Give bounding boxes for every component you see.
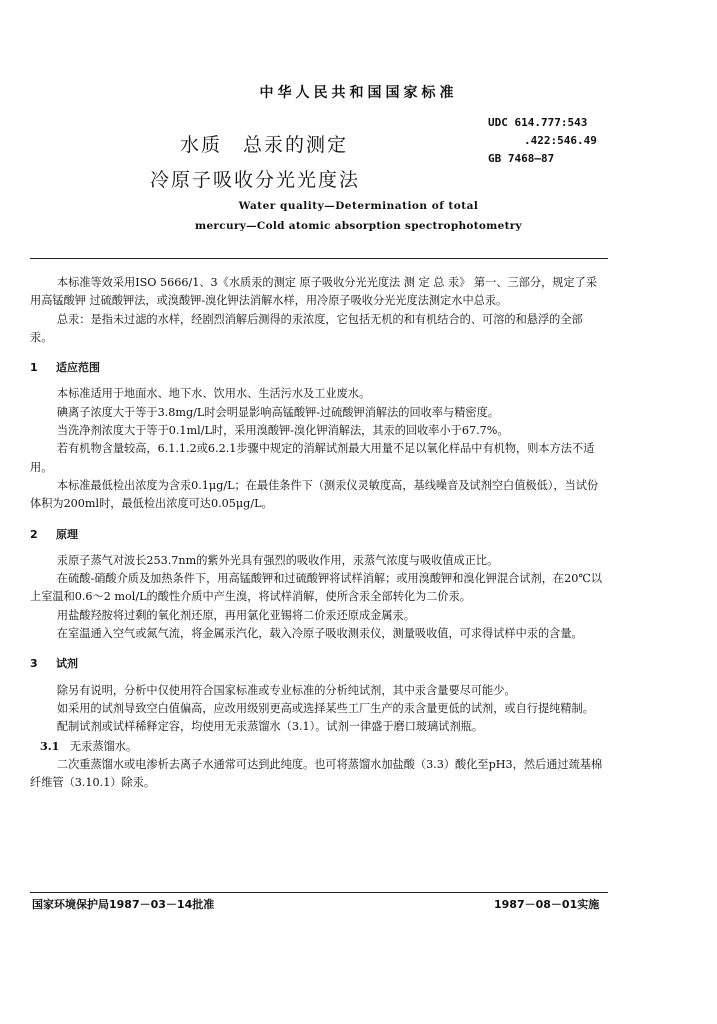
udc-code-line2: .422:546.49 xyxy=(524,134,597,147)
standard-type-heading: 中华人民共和国国家标准 xyxy=(259,85,458,101)
section-paragraph: 二次重蒸馏水或电渗析去离子水通常可达到此纯度。也可将蒸馏水加盐酸（3.3）酸化至pH3，然后通过巯基棉纤维管（3.10.1）除汞。 xyxy=(30,757,603,790)
bottom-divider xyxy=(30,892,608,893)
intro-paragraph: 总汞：是指未过滤的水样，经剧烈消解后测得的汞浓度，它包括无机的和有机结合的、可溶的和悬浮的全部汞。 xyxy=(30,312,583,344)
subsection-heading xyxy=(30,737,605,756)
document-title-line2: 冷原子吸收分光光度法 xyxy=(150,169,361,191)
section-paragraph: 本标准适用于地面水、地下水、饮用水、生活污水及工业废水。 xyxy=(56,387,371,401)
document-title-line1: 水质 总汞的测定 xyxy=(180,134,349,156)
section-number: 1 xyxy=(30,361,38,375)
udc-code-line1: UDC 614.777:543 xyxy=(488,116,588,129)
section-heading xyxy=(30,359,605,377)
section-heading xyxy=(30,526,605,544)
section-paragraph: 除另有说明，分析中仅使用符合国家标准或专业标准的分析纯试剂，其中汞含量要尽可能少。 xyxy=(56,683,516,697)
english-title-line2: mercury—Cold atomic absorption spectrophotometry xyxy=(195,220,522,232)
section-paragraph: 汞原子蒸气对波长253.7nm的紫外光具有强烈的吸收作用，汞蒸气浓度与吸收值成正比。 xyxy=(56,553,499,567)
section-paragraph: 用盐酸羟胺将过剩的氧化剂还原，再用氯化亚锡将二价汞还原成金属汞。 xyxy=(56,608,415,622)
section-title: 原理 xyxy=(56,527,78,541)
gb-number: GB 7468—87 xyxy=(488,152,555,165)
section-title: 试剂 xyxy=(56,657,78,671)
section-number: 3 xyxy=(30,657,38,671)
section-paragraph: 当洗净剂浓度大于等于0.1ml/L时，采用溴酸钾-溴化钾消解法，其汞的回收率小于67.7%。 xyxy=(56,424,509,438)
section-heading xyxy=(30,655,605,673)
section-paragraph: 若有机物含量较高，6.1.1.2或6.2.1步骤中规定的消解试剂最大用量不足以氧化样品中有机物，则本方法不适用。 xyxy=(30,442,595,474)
section-paragraph: 配制试剂或试样稀释定容，均使用无汞蒸馏水（3.1）。试剂一律盛于磨口玻璃试剂瓶。 xyxy=(56,720,484,734)
english-title-line1: Water quality—Determination of total xyxy=(238,200,479,212)
document-body xyxy=(30,274,605,792)
section-paragraph: 在室温通入空气或氮气流，将金属汞汽化，载入冷原子吸收测汞仪，测量吸收值，可求得试样中汞的含量。 xyxy=(56,627,583,641)
section-title: 适应范围 xyxy=(56,361,100,375)
subsection-number: 3.1 xyxy=(40,738,60,753)
approval-date: 国家环境保护局1987－03－14批准 xyxy=(32,898,215,911)
section-paragraph: 本标准最低检出浓度为含汞0.1μg/L；在最佳条件下（测汞仪灵敏度高，基线噪音及试剂空白值极低），当试份体积为200ml时，最低检出浓度可达0.05μg/L。 xyxy=(30,478,599,511)
implementation-date: 1987－08－01实施 xyxy=(494,898,600,911)
section-paragraph: 如采用的试剂导致空白值偏高，应改用级别更高或选择某些工厂生产的汞含量更低的试剂，或自行提纯精制。 xyxy=(56,701,594,715)
top-divider xyxy=(30,258,608,259)
section-paragraph: 碘离子浓度大于等于3.8mg/L时会明显影响高锰酸钾-过硫酸钾消解法的回收率与精密度。 xyxy=(56,405,499,419)
section-number: 2 xyxy=(30,527,38,541)
subsection-title: 无汞蒸馏水。 xyxy=(70,739,138,753)
intro-paragraph: 本标准等效采用ISO 5666/1、3《水质汞的测定 原子吸收分光光度法 测 定 总 汞》 第一、三部分，规定了采用高锰酸钾 过硫酸钾法，或溴酸钾-溴化钾法消解水样，用冷原子吸收分光光度法测定水中总汞。 xyxy=(30,276,598,308)
section-paragraph: 在硫酸-硝酸介质及加热条件下，用高锰酸钾和过硫酸钾将试样消解；或用溴酸钾和溴化钾混合试剂，在20℃以上室温和0.6～2 mol/L的酸性介质中产生溴，将试样消解，使所含汞全部转化为二价汞。 xyxy=(30,572,603,604)
